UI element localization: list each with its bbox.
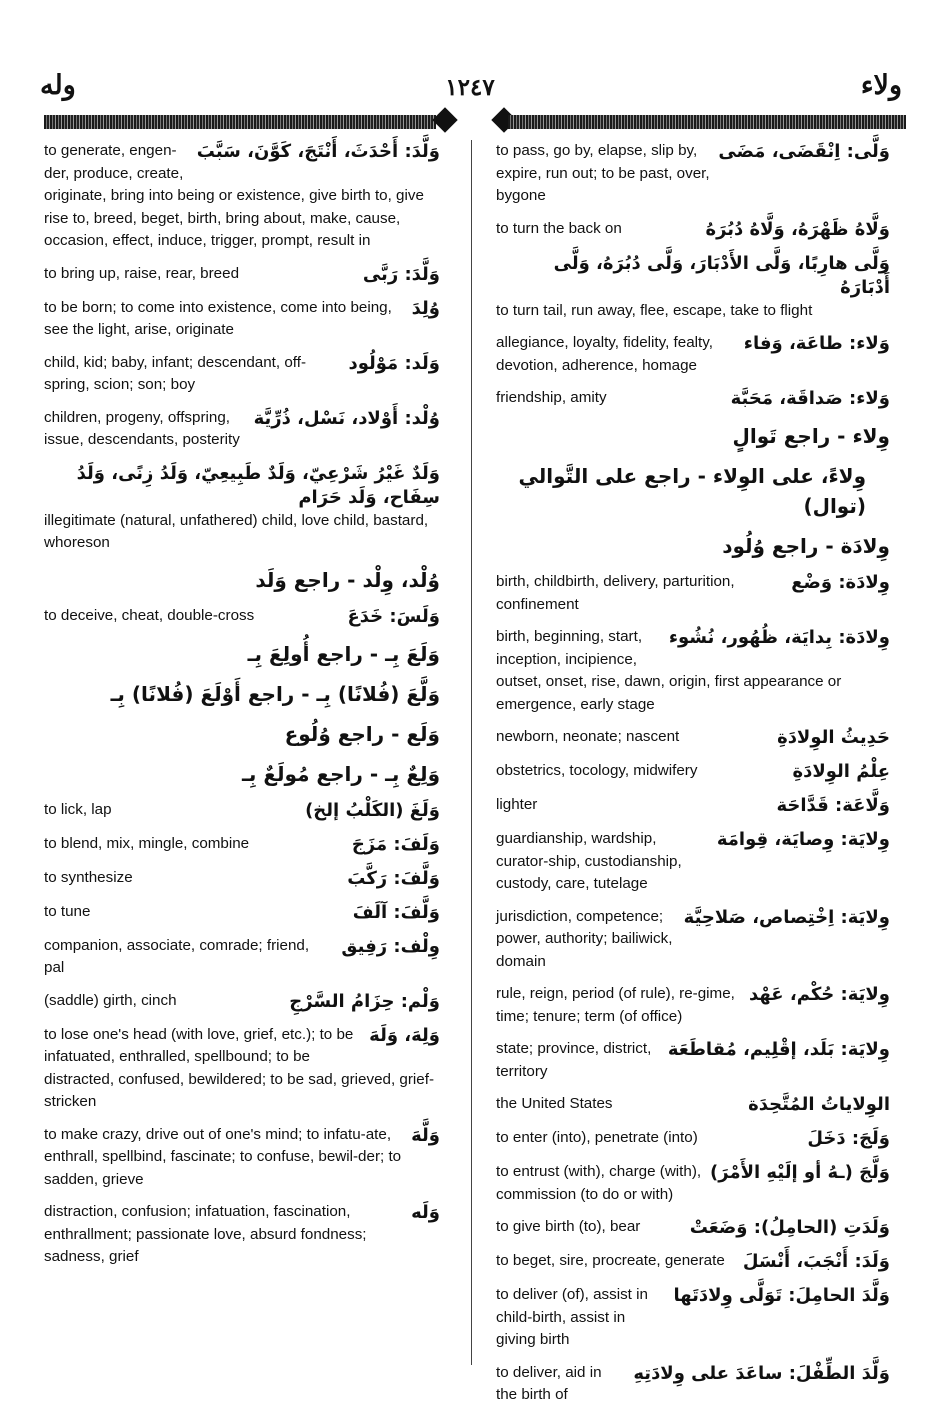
dictionary-entry — [44, 297, 440, 342]
english-definition: to make crazy, drive out of one's mind; to infatu-ate, enthrall, spellbind, fascinate; to confuse, bewil-der; to sadden, grieve — [44, 1125, 402, 1188]
arabic-headword: وُلْد: أَوْلاد، نَسْل، ذُرِّيَّة — [253, 407, 440, 429]
arabic-headword: عِلْمُ الوِلادَةِ — [792, 761, 890, 782]
english-definition: birth, childbirth, delivery, parturition, confinement — [496, 573, 735, 613]
header-right-word: ولاء — [860, 70, 902, 101]
arabic-headword: وَلَّفَ: رَكَّبَ — [347, 867, 440, 889]
english-definition: to deliver, aid in the birth of — [496, 1363, 602, 1403]
english-definition: to be born; to come into existence, come into being, see the light, arise, originate — [44, 298, 392, 338]
arabic-headword: وِلايَة: وِصايَة، قِوامَة — [716, 829, 890, 850]
arabic-headword: وَلَّدَ الحامِلَ: تَوَلَّى وِلادَتَها — [673, 1285, 890, 1306]
right-column — [496, 140, 890, 1417]
arabic-headword: وَلَدٌ غَيْرُ شَرْعِيّ، وَلَدٌ طَبِيعِيّ، وَلَدُ زِنًى، وَلَدُ سِفَاح، وَلَد حَرَام — [76, 462, 440, 508]
arabic-headword: وَلَسَ: خَدَعَ — [347, 605, 440, 627]
column-divider — [471, 140, 472, 1365]
dictionary-entry — [496, 1284, 890, 1352]
english-definition: to turn the back on — [496, 219, 622, 237]
arabic-headword: وَلاء: طاعَة، وَفاء — [743, 333, 890, 354]
arabic-headword: وِلايَة: اِخْتِصاص، صَلاحِيَّة — [683, 906, 890, 928]
arabic-headword: وِلْف: رَفِيق — [341, 935, 440, 957]
dictionary-entry — [496, 252, 890, 323]
english-definition: companion, associate, comrade; friend, pal — [44, 936, 310, 976]
english-definition: to generate, engen-der, produce, create, originate, bring into being or existence, give birth to, give rise to, breed, beget, birth, bring about, make, cause, occasion, effect, induce, trigger, prompt, result in — [44, 142, 424, 249]
arabic-headword: وَلَّى هارِبًا، وَلَّى الأَدْبَارَ، وَلَّى دُبُرَهُ، وَلَّى أَدْبَارَهُ — [553, 252, 890, 298]
dictionary-entry — [44, 799, 440, 823]
arabic-headword: وِلايَة: حُكْم، عَهْد — [749, 984, 890, 1005]
english-definition: the United States — [496, 1095, 613, 1112]
arabic-headword: وَلَجَ: دَخَلَ — [807, 1128, 890, 1149]
english-definition: newborn, neonate; nascent — [496, 728, 680, 745]
dictionary-entry — [496, 1038, 890, 1083]
dictionary-entry — [44, 901, 440, 925]
dictionary-entry — [496, 218, 890, 242]
header-diamond-left — [432, 107, 457, 132]
english-definition: friendship, amity — [496, 389, 607, 406]
arabic-headword: وِلادَة: وَضْع — [791, 572, 890, 593]
english-definition: to turn tail, run away, flee, escape, take to flight — [496, 301, 813, 319]
dictionary-entry — [496, 983, 890, 1028]
dictionary-entry — [496, 1362, 890, 1407]
english-definition: to deceive, cheat, double-cross — [44, 606, 255, 624]
dictionary-entry — [496, 1216, 890, 1240]
english-definition: obstetrics, tocology, midwifery — [496, 762, 698, 779]
arabic-headword: وَلاء: صَداقَة، مَحَبَّة — [730, 388, 890, 409]
cross-reference-entry: وَلَعَ بِـ - راجع أُولِعَ بِـ — [247, 641, 440, 666]
arabic-headword: وَلَّدَ الطِّفْلَ: ساعَدَ على وِلادَتِهِ — [633, 1362, 890, 1384]
english-definition: lighter — [496, 796, 538, 813]
english-definition: to lick, lap — [44, 800, 112, 818]
cross-reference-entry: وَلِعٌ بِـ - راجع مُولَعٌ بِـ — [242, 761, 440, 786]
dictionary-entry — [44, 140, 440, 253]
arabic-headword: وَلَّهَ — [411, 1124, 440, 1146]
english-definition: to deliver (of), assist in child-birth, assist in giving birth — [496, 1286, 648, 1348]
cross-reference-entry: وُلْد، وِلْد - راجع وَلَد — [255, 567, 440, 592]
dictionary-entry — [44, 935, 440, 980]
header-left-word: وله — [40, 70, 76, 101]
english-definition: to give birth (to), bear — [496, 1218, 641, 1235]
dictionary-entry — [496, 726, 890, 750]
english-definition: to tune — [44, 902, 91, 920]
arabic-headword: وَلَد: مَوْلُود — [348, 352, 440, 374]
cross-reference-entry: وِلاء - راجع تَوالٍ — [732, 424, 890, 448]
english-definition: to synthesize — [44, 868, 133, 886]
arabic-headword: وَلَّفَ: آلَفَ — [352, 901, 440, 923]
arabic-headword: وُلِدَ — [411, 297, 440, 319]
english-definition: to lose one's head (with love, grief, etc.); to be infatuated, enthralled, spellbound; to be distracted, confused, bewildered; to be sad, grieved, grief-stricken — [44, 1025, 435, 1110]
arabic-headword: وَلَّدَ: رَبَّى — [362, 263, 440, 285]
arabic-headword: وَلَه — [411, 1202, 440, 1223]
dictionary-entry — [496, 140, 890, 208]
dictionary-entry — [44, 833, 440, 857]
dictionary-entry — [44, 407, 440, 452]
english-definition: to bring up, raise, rear, breed — [44, 264, 240, 282]
dictionary-entry — [496, 1161, 890, 1206]
cross-reference-entry: وَلَّعَ (فُلانًا) بِـ - راجع أَوْلَعَ (فُلانًا) بِـ — [110, 681, 440, 706]
arabic-headword: وَلَغَ (الكَلْبُ إلخ) — [305, 799, 440, 821]
arabic-headword: وَلَدَ: أَنْجَبَ، أَنْسَلَ — [742, 1251, 890, 1272]
dictionary-entry — [44, 352, 440, 397]
english-definition: to enter (into), penetrate (into) — [496, 1129, 698, 1146]
dictionary-entry — [44, 1124, 440, 1192]
left-column — [44, 140, 440, 1279]
dictionary-entry — [496, 906, 890, 974]
dictionary-entry — [496, 1250, 890, 1274]
arabic-headword: وَلَّدَ: أَحْدَثَ، أَنْتَجَ، كَوَّنَ، سَبَّبَ — [196, 141, 440, 162]
arabic-headword: وَلَّى: اِنْقَضَى، مَضَى — [718, 141, 890, 162]
english-definition: birth, beginning, start, inception, incipience, outset, onset, rise, dawn, origin, first appearance or emergence, early stage — [496, 628, 842, 713]
dictionary-entry — [496, 828, 890, 896]
arabic-headword: وِلادَة: بِدايَة، ظُهُور، نُشُوء — [668, 627, 890, 648]
english-definition: (saddle) girth, cinch — [44, 991, 177, 1009]
dictionary-entry — [496, 626, 890, 716]
english-definition: children, progeny, offspring, issue, descendants, posterity — [44, 408, 240, 448]
arabic-headword: حَدِيثُ الوِلادَةِ — [777, 727, 890, 748]
dictionary-entry — [44, 867, 440, 891]
english-definition: state; province, district, territory — [496, 1040, 652, 1080]
cross-reference-entry: وِلادَة - راجع وُلُود — [722, 534, 890, 558]
english-definition: to beget, sire, procreate, generate — [496, 1252, 725, 1269]
english-definition: jurisdiction, competence; power, authority; bailiwick, domain — [496, 907, 673, 970]
dictionary-entry — [496, 571, 890, 616]
english-definition: child, kid; baby, infant; descendant, off-spring, scion; son; boy — [44, 353, 307, 393]
english-definition: rule, reign, period (of rule), re-gime, time; tenure; term (of office) — [496, 985, 735, 1025]
arabic-headword: وِلايَة: بَلَد، إقْلِيم، مُقاطَعَة — [667, 1039, 890, 1060]
dictionary-entry — [496, 387, 890, 411]
arabic-headword: وَلَدَتِ (الحامِلُ): وَضَعَتْ — [689, 1217, 890, 1238]
dictionary-entry — [44, 1201, 440, 1269]
english-definition: illegitimate (natural, unfathered) child, love child, bastard, whoreson — [44, 511, 429, 551]
dictionary-entry — [44, 605, 440, 629]
english-definition: to blend, mix, mingle, combine — [44, 834, 250, 852]
arabic-headword: الوِلاياتُ المُتَّحِدَة — [748, 1094, 890, 1115]
arabic-headword: وَلْم: حِزَامُ السَّرْجِ — [289, 990, 440, 1012]
page-number: ١٢٤٧ — [445, 74, 495, 101]
arabic-headword: وَلَّجَ (ـهُ أو إلَيْهِ الأَمْرَ) — [710, 1162, 890, 1183]
dictionary-entry — [44, 462, 440, 555]
arabic-headword: وَلَفَ: مَزَجَ — [351, 833, 440, 855]
english-definition: to pass, go by, elapse, slip by, expire, run out; to be past, over, bygone — [496, 142, 710, 204]
cross-reference-entry: وِلاءً، على الوِلاء - راجع على التَّوالي (توال) — [518, 464, 866, 518]
cross-reference-entry: وَلَع - راجع وُلُوع — [284, 721, 440, 746]
dictionary-entry — [44, 990, 440, 1014]
english-definition: allegiance, loyalty, fidelity, fealty, devotion, adherence, homage — [496, 334, 713, 374]
dictionary-entry — [44, 1024, 440, 1114]
header-rule-left — [44, 115, 436, 129]
english-definition: guardianship, wardship, curator-ship, custodianship, custody, care, tutelage — [496, 830, 682, 892]
arabic-headword: وَلِهَ، وَلَهَ — [369, 1024, 440, 1046]
english-definition: to entrust (with), charge (with), commission (to do or with) — [496, 1163, 702, 1203]
header-rule-right — [508, 115, 906, 129]
dictionary-entry — [496, 794, 890, 818]
dictionary-entry — [496, 1127, 890, 1151]
dictionary-entry — [44, 263, 440, 287]
arabic-headword: وَلَّاهُ ظَهْرَهُ، وَلَّاهُ دُبُرَهُ — [705, 218, 890, 240]
arabic-headword: وَلَّاعَة: قَدَّاحَة — [776, 795, 890, 816]
dictionary-entry — [496, 1093, 890, 1117]
dictionary-entry — [496, 332, 890, 377]
english-definition: distraction, confusion; infatuation, fascination, enthrallment; passionate love, absurd fondness; sadness, grief — [44, 1203, 367, 1265]
dictionary-entry — [496, 760, 890, 784]
